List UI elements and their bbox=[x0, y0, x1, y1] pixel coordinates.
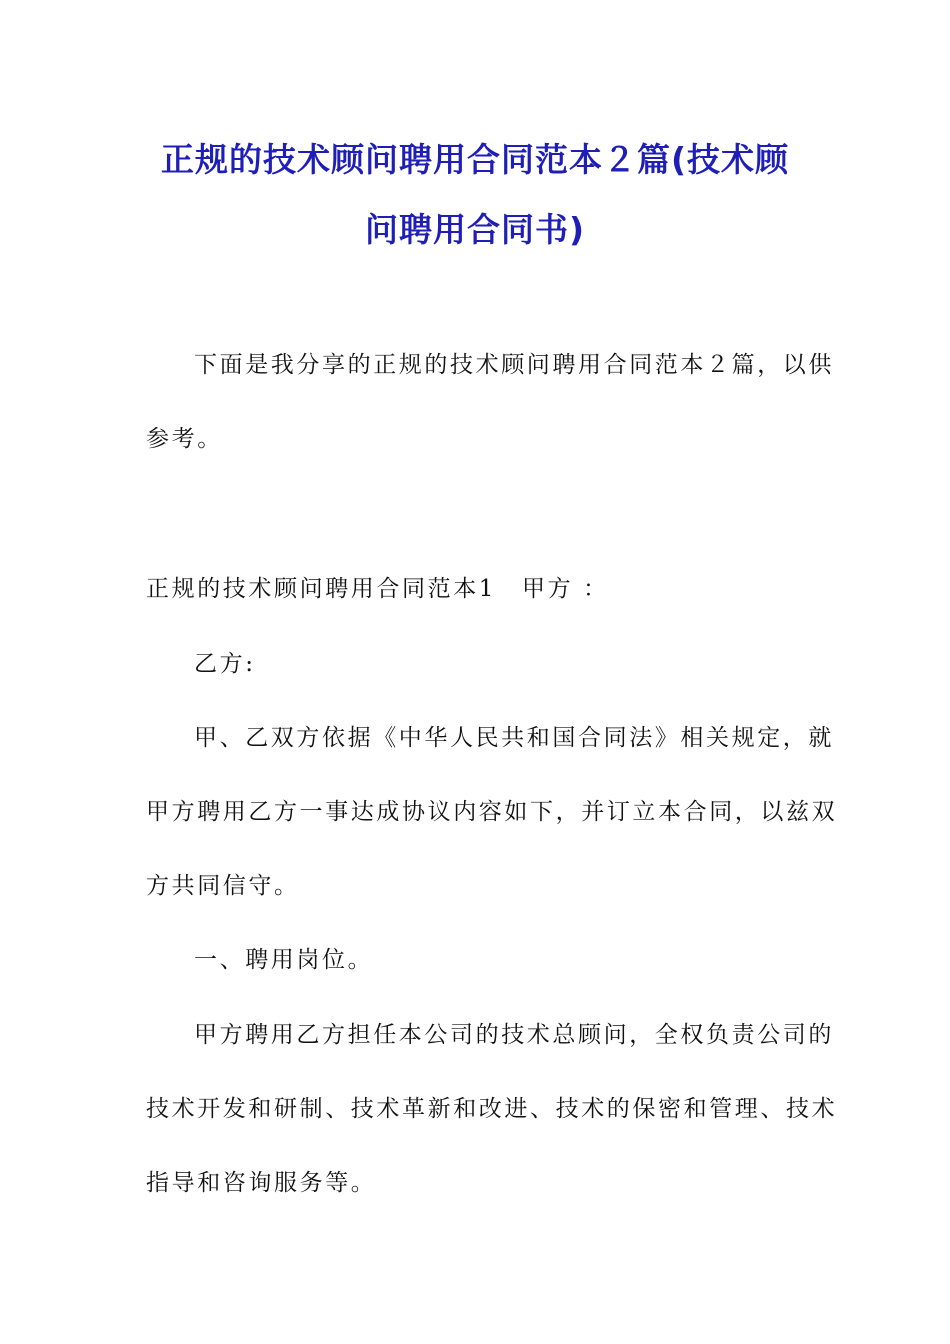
clause-1-heading: 一、聘用岗位。 bbox=[194, 947, 374, 973]
paragraph-1-line-1: 甲、乙双方依据《中华人民共和国合同法》相关规定，就 bbox=[194, 725, 834, 751]
paragraph-2-line-3: 指导和咨询服务等。 bbox=[146, 1170, 377, 1196]
intro-line-2: 参考。 bbox=[146, 426, 223, 452]
section-heading: 正规的技术顾问聘用合同范本1 bbox=[146, 576, 497, 602]
paragraph-1-line-2: 甲方聘用乙方一事达成协议内容如下，并订立本合同，以兹双 bbox=[146, 799, 838, 825]
document-title-line-2: 问聘用合同书) bbox=[364, 210, 586, 249]
paragraph-1-line-3: 方共同信守。 bbox=[146, 873, 300, 899]
document-title-line-1: 正规的技术顾问聘用合同范本２篇(技术顾 bbox=[160, 140, 790, 179]
paragraph-2-line-1: 甲方聘用乙方担任本公司的技术总顾问，全权负责公司的 bbox=[194, 1022, 834, 1048]
party-b-label: 乙方: bbox=[194, 651, 256, 677]
paragraph-2-line-2: 技术开发和研制、技术革新和改进、技术的保密和管理、技术 bbox=[146, 1096, 838, 1122]
intro-line-1: 下面是我分享的正规的技术顾问聘用合同范本２篇，以供 bbox=[194, 352, 834, 378]
party-a-label: 甲方 ： bbox=[522, 576, 609, 602]
